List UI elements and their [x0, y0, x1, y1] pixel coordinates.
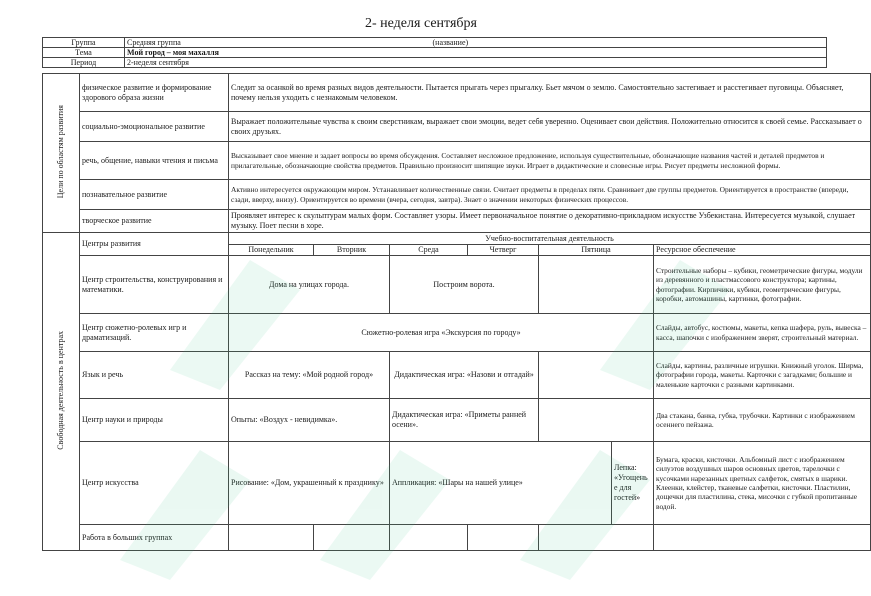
- center-resources: Два стакана, банка, губка, трубочки. Картинки с изображением осеннего пейзажа.: [654, 399, 871, 442]
- empty-cell: [654, 525, 871, 551]
- center-resources: Строительные наборы – кубики, геометрические фигуры, модули из деревянного и пластмассового конструктора; картины, фотографии. Кирпичики, кубики, геометрические фигуры, коробки, автомашины, картинки, фотографии.: [654, 256, 871, 314]
- group-row: [43, 38, 827, 48]
- group-value-cell: [125, 38, 827, 48]
- goals-side-label: Цели по областям развития: [43, 74, 80, 233]
- goal-text: Активно интересуется окружающим миром. Устанавливает количественные связи. Считает предметы в пределах пяти. Сравнивает две группы предметов. Ориентируется в пространстве (впереди, сзади, вверху, внизу). Ориентируется во времени (вчера, сегодня, завтра). Знает о значении некоторых физических процессов.: [229, 180, 871, 210]
- center-resources: Слайды, картины, различные игрушки. Книжный уголок. Ширма, фотографии города, макеты. Карточки с загадками; большие и маленькие карточки с разными картинками.: [654, 352, 871, 399]
- day-tuesday: Вторник: [314, 245, 390, 256]
- center-name: Центр сюжетно-ролевых игр и драматизаций.: [80, 314, 229, 352]
- theme-value: Мой город – моя махалля: [125, 48, 827, 58]
- group-name-hint: (название): [432, 38, 469, 47]
- activity-mon-tue: Опыты: «Воздух - невидимка».: [229, 399, 390, 442]
- goal-row: [43, 142, 871, 180]
- activity-mon-tue: Рассказ на тему: «Мой родной город»: [229, 352, 390, 399]
- empty-cell: [468, 525, 539, 551]
- center-row-science: [43, 399, 871, 442]
- center-row-art: [43, 442, 871, 525]
- goal-row: [43, 74, 871, 112]
- empty-cell: [390, 525, 468, 551]
- goal-area: физическое развитие и формирование здорового образа жизни: [80, 74, 229, 112]
- activity-header-row: [43, 233, 871, 245]
- goal-text: Проявляет интерес к скульптурам малых форм. Составляет узоры. Имеет первоначальное понятие о декоративно-прикладном искусстве Узбекистана. Интересуется музыкой, слушает музыку. Поет песни в хоре.: [229, 210, 871, 233]
- empty-cell: [314, 525, 390, 551]
- goal-text: Следит за осанкой во время разных видов деятельности. Пытается прыгать через прыгалку. Бьет мячом о землю. Самостоятельно застегивает и расстегивает пуговицы. Объясняет, почему нельзя уходить с незнакомым человеком.: [229, 74, 871, 112]
- goal-area: социально-эмоциональное развитие: [80, 112, 229, 142]
- center-row-roleplay: [43, 314, 871, 352]
- activity-fri: Лепка: «Угощень е для гостей»: [612, 442, 654, 525]
- activity-wed-thu: Дидактическая игра: «Назови и отгадай»: [390, 352, 539, 399]
- center-name: Центр строительства, конструирования и математики.: [80, 256, 229, 314]
- center-row-construction: [43, 256, 871, 314]
- group-label: Группа: [43, 38, 125, 48]
- activity-fri: [539, 399, 654, 442]
- resources-header: Ресурсное обеспечение: [654, 245, 871, 256]
- goal-row: [43, 180, 871, 210]
- day-monday: Понедельник: [229, 245, 314, 256]
- center-name: Язык и речь: [80, 352, 229, 399]
- theme-row: [43, 48, 827, 58]
- center-resources: Бумага, краски, кисточки. Альбомный лист с изображением силуэтов воздушных шаров основных цветов, тарелочки с кусочками нарезанных цветных салфеток, смятых в шарики. Клеенки, клейстер, тканевые салфетки, кисточки. Пластилин, дощечки для пластилина, стека, мисочки с губкой пропитанные водой.: [654, 442, 871, 525]
- activity-wed-thu: Построим ворота.: [390, 256, 539, 314]
- activity-wed-thu: Дидактическая игра: «Приметы ранней осени».: [390, 399, 539, 442]
- center-row-large-groups: [43, 525, 871, 551]
- period-row: [43, 58, 827, 68]
- center-name: Центр искусства: [80, 442, 229, 525]
- day-thursday: Четверг: [468, 245, 539, 256]
- group-value: Средняя группа: [127, 38, 181, 47]
- goal-row: [43, 210, 871, 233]
- period-label: Период: [43, 58, 125, 68]
- plan-table: [42, 73, 871, 551]
- day-wednesday: Среда: [390, 245, 468, 256]
- center-name: Центр науки и природы: [80, 399, 229, 442]
- goal-area: творческое развитие: [80, 210, 229, 233]
- day-friday: Пятница: [539, 245, 654, 256]
- free-activity-side-label: Свободная деятельность в центрах: [43, 233, 80, 551]
- activity-header: Учебно-воспитательная деятельность: [229, 233, 871, 245]
- goal-row: [43, 112, 871, 142]
- activity-fri: [539, 256, 654, 314]
- goal-text: Высказывает свое мнение и задает вопросы во время обсуждения. Составляет несложное предложение, используя существительные, обозначающие названия частей и деталей предметов и прилагательные, обозначающие свойства предметов. Правильно произносит шипящие звуки. Играет в дидактические и словесные игры. Рисует предметы несложной формы.: [229, 142, 871, 180]
- empty-cell: [229, 525, 314, 551]
- activity-mon-tue: Рисование: «Дом, украшенный к празднику»: [229, 442, 390, 525]
- activity-mon-tue: Дома на улицах города.: [229, 256, 390, 314]
- center-row-language: [43, 352, 871, 399]
- header-table: [42, 37, 827, 68]
- activity-fri: [539, 352, 654, 399]
- center-resources: Слайды, автобус, костюмы, макеты, кепка шафера, руль, вывеска – касса, шапочки с изображением зверят, строительный материал.: [654, 314, 871, 352]
- centers-header: Центры развития: [80, 233, 229, 256]
- theme-label: Тема: [43, 48, 125, 58]
- center-name: Работа в больших группах: [80, 525, 229, 551]
- page-title: 2- неделя сентября: [365, 16, 477, 31]
- goal-text: Выражает положительные чувства к своим сверстникам, выражает свои эмоции, ведет себя уверенно. Оценивает свои действия. Положительно относится к своей семье. Рассказывает о своих друзьях.: [229, 112, 871, 142]
- activity-wed-thu: Аппликация: «Шары на нашей улице»: [390, 442, 612, 525]
- empty-cell: [539, 525, 654, 551]
- period-value: 2-неделя сентября: [125, 58, 827, 68]
- activity-week: Сюжетно-ролевая игра «Экскурсия по городу»: [229, 314, 654, 352]
- goal-area: познавательное развитие: [80, 180, 229, 210]
- goal-area: речь, общение, навыки чтения и письма: [80, 142, 229, 180]
